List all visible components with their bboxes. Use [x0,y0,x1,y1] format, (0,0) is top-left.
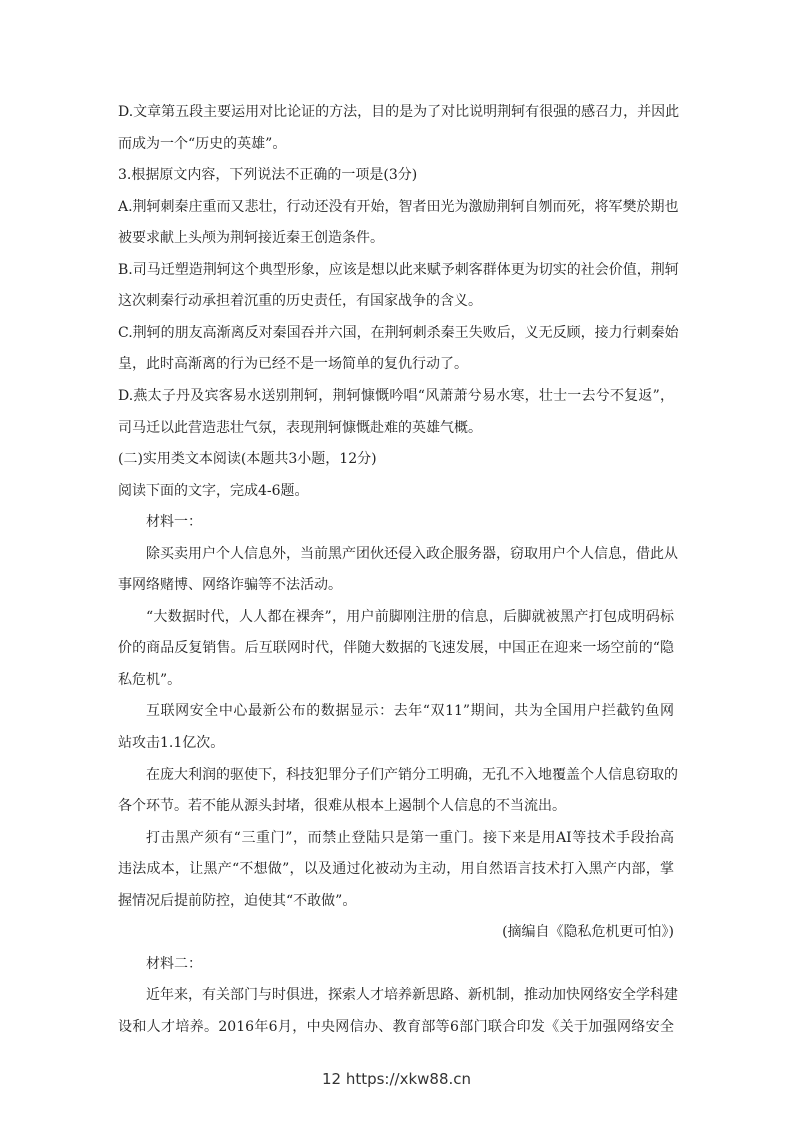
text-line: 被要求献上头颅为荆轲接近秦王创造条件。 [118,230,384,247]
text-line: 价的商品反复销售。后互联网时代，伴随大数据的飞速发展，中国正在迎来一场空前的“隐 [118,640,674,657]
text-line: 站攻击1.1亿次。 [118,735,225,751]
text-line: 司马迁以此营造悲壮气氛，表现荆轲慷慨赴难的英雄气概。 [118,419,482,436]
text-line: 这次刺秦行动承担着沉重的历史责任，有国家战争的含义。 [118,293,482,310]
text-line: 打击黑产须有“三重门”，而禁止登陆只是第一重门。接下来是用AI等技术手段抬高 [146,829,674,846]
option-c: C.荆轲的朋友高渐离反对秦国吞并六国，在荆轲刺杀秦王失败后，义无反顾，接力行刺秦始 [118,324,679,341]
text-line: 而成为一个“历史的英雄”。 [118,135,287,152]
option-b: B.司马迁塑造荆轲这个典型形象，应该是想以此来赋予刺客群体更为切实的社会价值，荆轲 [118,261,679,278]
text-line: 除买卖用户个人信息外，当前黑产团伙还侵入政企服务器，窃取用户个人信息，借此从 [146,545,678,562]
text-line: “大数据时代，人人都在裸奔”，用户前脚刚注册的信息，后脚就被黑产打包成明码标 [146,608,674,625]
source-citation: (摘编自《隐私危机更可怕》) [502,924,674,941]
text-line: D.文章第五段主要运用对比论证的方法，目的是为了对比说明荆轲有很强的感召力，并因此 [118,104,680,120]
material-2-label: 材料二： [146,955,202,972]
text-line: 事网络赌博、网络诈骗等不法活动。 [118,577,342,594]
text-line: 设和人才培养。2016年6月，中央网信办、教育部等6部门联合印发《关于加强网络安全 [118,1018,674,1035]
text-line: 在庞大利润的驱使下，科技犯罪分子们产销分工明确，无孔不入地覆盖个人信息窃取的 [146,766,678,783]
text-line: 握情况后提前防控，迫使其“不敢做”。 [118,892,357,909]
text-line: 皇，此时高渐离的行为已经不是一场简单的复仇行动了。 [118,356,468,373]
text-line: 互联网安全中心最新公布的数据显示：去年“双11”期间，共为全国用户拦截钓鱼网 [146,703,674,720]
page-footer: 12 https://xkw88.cn [321,1070,472,1088]
option-a: A.荆轲刺秦庄重而又悲壮，行动还没有开始，智者田光为激励荆轲自刎而死，将军樊於期也 [118,198,679,215]
text-line: 违法成本，让黑产“不想做”，以及通过化被动为主动，用自然语言技术打入黑产内部，掌 [118,861,674,878]
text-line: 近年来，有关部门与时俱进，探索人才培养新思路、新机制，推动加快网络安全学科建 [146,987,678,1004]
text-line: 各个环节。若不能从源头封堵，很难从根本上遏制个人信息的不当流出。 [118,798,566,815]
question-3: 3.根据原文内容，下列说法不正确的一项是(3分) [118,167,418,184]
section-heading: (二)实用类文本阅读(本题共3小题，12分) [118,451,377,468]
material-1-label: 材料一： [146,514,202,531]
text-line: 私危机”。 [118,671,182,688]
instruction: 阅读下面的文字，完成4-6题。 [118,482,309,499]
option-d: D.燕太子丹及宾客易水送别荆轲，荆轲慷慨吟唱“风萧萧兮易水寒，壮士一去兮不复返”， [118,387,674,404]
